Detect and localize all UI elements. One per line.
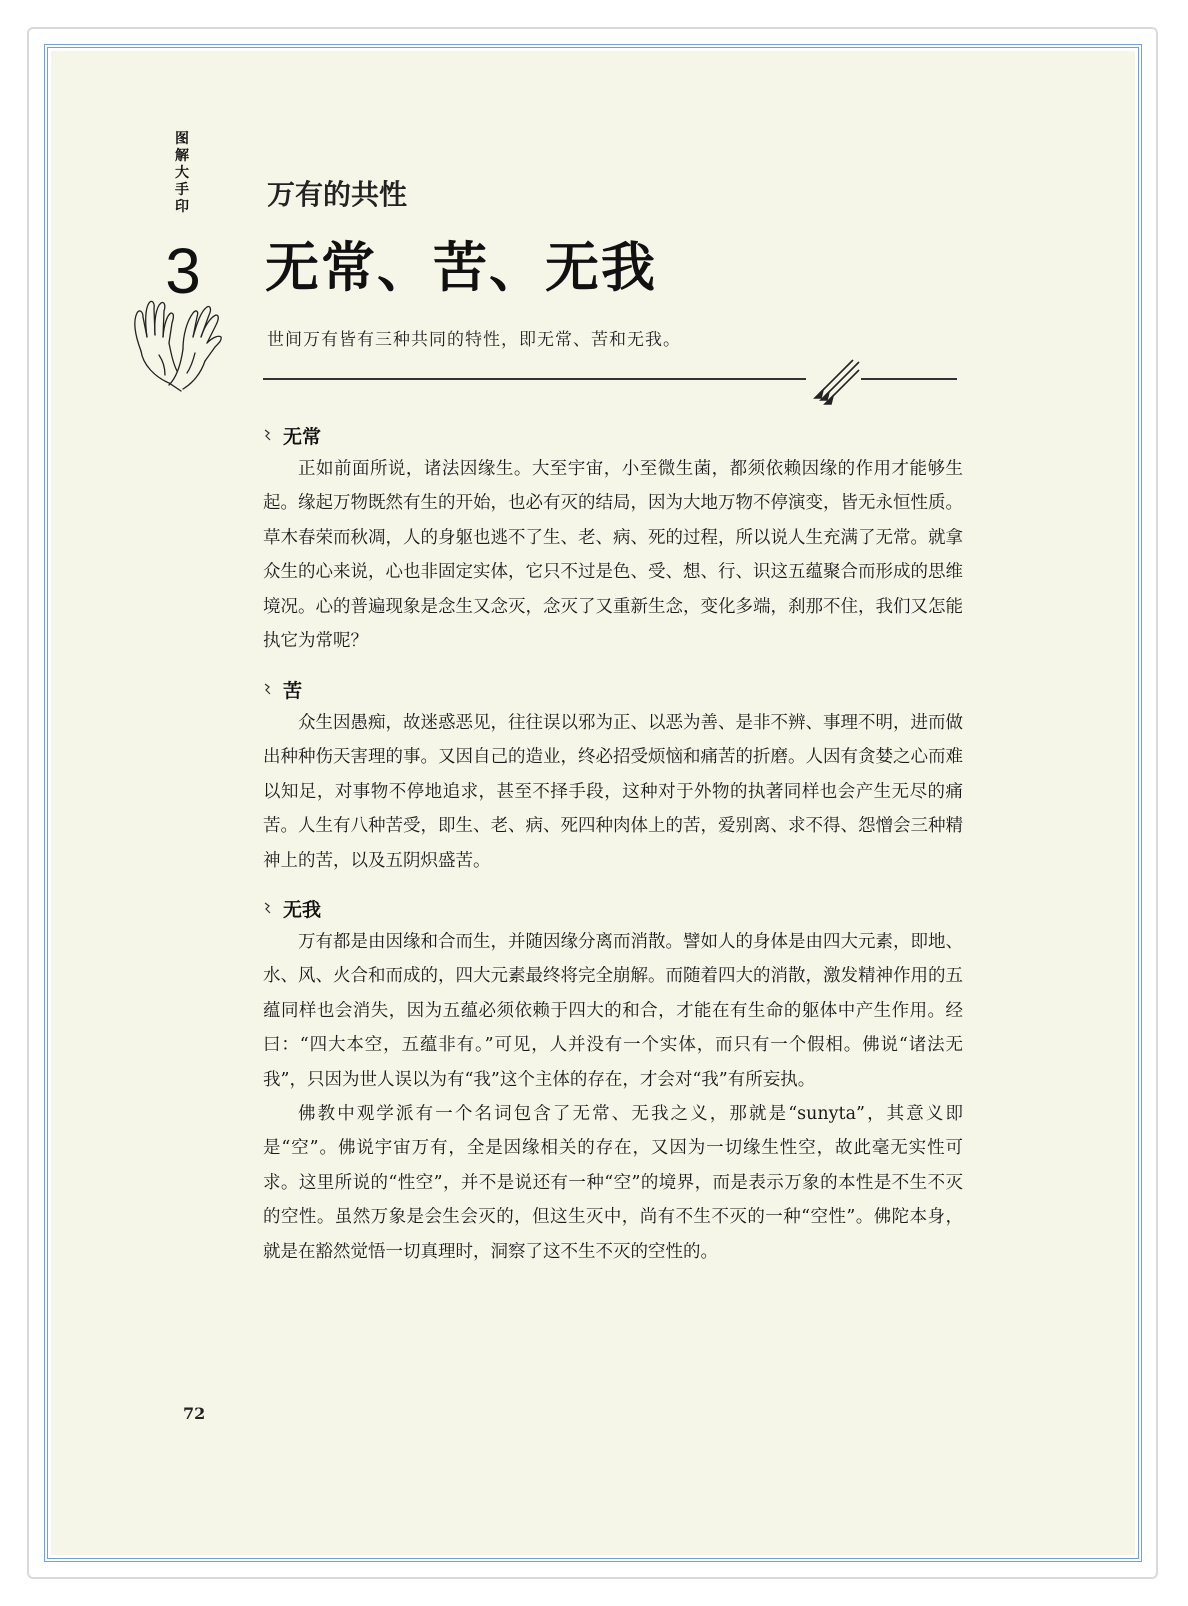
section-heading: [263, 672, 963, 706]
section-paragraph: 万有都是由因缘和合而生，并随因缘分离而消散。譬如人的身体是由四大元素，即地、水、风、火合和而成的，四大元素最终将完全崩解。而随着四大的消散，激发精神作用的五蕴同样也会消失，因为五蕴必须依赖于四大的和合，才能在有生命的躯体中产生作用。经曰：“四大本空，五蕴非有。”可见，人并没有一个实体，而只有一个假相。佛说“诸法无我”，只因为世人误以为有“我”这个主体的存在，才会对“我”有所妄执。: [263, 932, 963, 1090]
section-paragraph: 正如前面所说，诸法因缘生。大至宇宙，小至微生菌，都须依赖因缘的作用才能够生起。缘起万物既然有生的开始，也必有灭的结局，因为大地万物不停演变，皆无永恒性质。草木春荣而秋凋，人的身躯也逃不了生、老、病、死的过程，所以说人生充满了无常。就拿众生的心来说，心也非固定实体，它只不过是色、受、想、行、识这五蕴聚合而形成的思维境况。心的普遍现象是念生又念灭，念灭了又重新生念，变化多端，刹那不住，我们又怎能执它为常呢？: [263, 459, 963, 652]
section-title: 无常: [283, 425, 322, 448]
lead-sentence: 世间万有皆有三种共同的特性，即无常、苦和无我。: [267, 330, 681, 350]
section-bullet-icon: [263, 682, 273, 696]
book-page: [51, 51, 1135, 1555]
page-title: 无常、苦、无我: [265, 235, 657, 299]
title-divider-left: [263, 378, 806, 380]
series-tab: 图解大手印: [175, 131, 189, 215]
section-heading: [263, 418, 963, 452]
title-divider-right: [861, 378, 957, 380]
page-number: 72: [183, 1404, 206, 1423]
section-heading: [263, 891, 963, 925]
arrow-ornament-icon: [809, 356, 861, 406]
section-title: 无我: [283, 898, 322, 921]
section-title: 苦: [283, 679, 303, 702]
section-bullet-icon: [263, 428, 273, 442]
praying-hands-illustration: [121, 291, 231, 401]
section-impermanence: [263, 418, 963, 658]
section-suffering: [263, 672, 963, 878]
section-paragraph: 佛教中观学派有一个名词包含了无常、无我之义，那就是“sunyta”，其意义即是“空”。佛说宇宙万有，全是因缘相关的存在，又因为一切缘生性空，故此毫无实性可求。这里所说的“性空”，并不是说还有一种“空”的境界，而是表示万象的本性是不生不灭的空性。虽然万象是会生会灭的，但这生灭中，尚有不生不灭的一种“空性”。佛陀本身，就是在豁然觉悟一切真理时，洞察了这不生不灭的空性的。: [263, 1104, 963, 1262]
chapter-number: 3: [165, 235, 201, 307]
chapter-kicker: 万有的共性: [267, 178, 408, 211]
section-non-self: [263, 891, 963, 1269]
section-bullet-icon: [263, 901, 273, 915]
section-paragraph: 众生因愚痴，故迷惑恶见，往往误以邪为正、以恶为善、是非不辨、事理不明，进而做出种种伤天害理的事。又因自己的造业，终必招受烦恼和痛苦的折磨。人因有贪婪之心而难以知足，对事物不停地追求，甚至不择手段，这种对于外物的执著同样也会产生无尽的痛苦。人生有八种苦受，即生、老、病、死四种肉体上的苦，爱别离、求不得、怨憎会三种精神上的苦，以及五阴炽盛苦。: [263, 713, 963, 871]
